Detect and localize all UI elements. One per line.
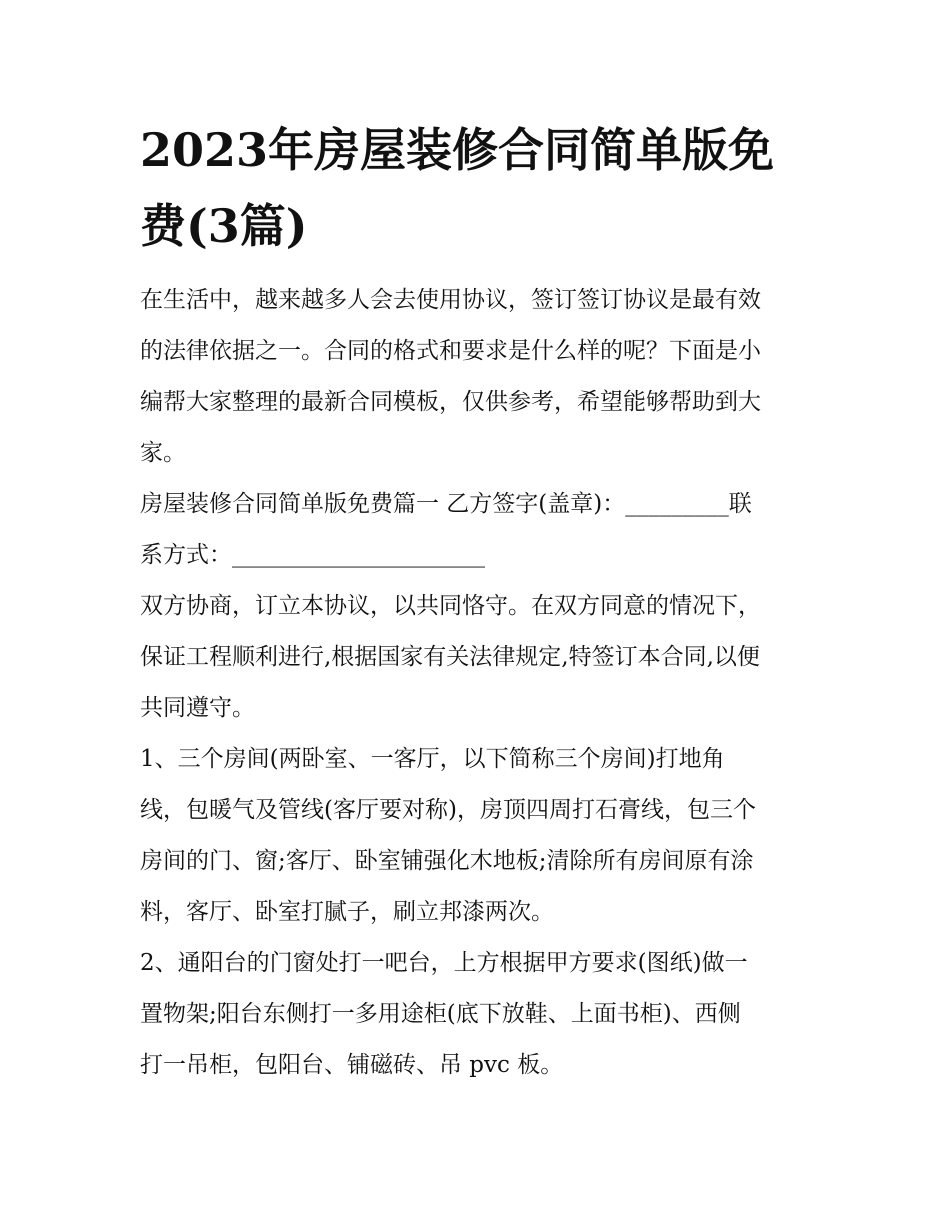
text-line: 房屋装修合同简单版免费篇一 乙方签字(盖章)：_________联 — [140, 491, 752, 517]
intro-paragraph — [140, 275, 815, 479]
text-line: 系方式：______________________ — [140, 542, 485, 568]
text-line: 打一吊柜，包阳台、铺磁砖、吊 pvc 板。 — [140, 1052, 564, 1078]
text-line: 双方协商，订立本协议，以共同恪守。在双方同意的情况下， — [140, 593, 761, 619]
section-heading-paragraph — [140, 479, 815, 581]
text-line: 1、三个房间(两卧室、一客厅，以下简称三个房间)打地角 — [140, 746, 725, 772]
clause-2-paragraph — [140, 938, 815, 1091]
title-line: 费(3篇) — [140, 199, 308, 253]
consultation-paragraph — [140, 581, 815, 734]
text-line: 线，包暖气及管线(客厅要对称)，房顶四周打石膏线，包三个 — [140, 797, 756, 823]
text-line: 保证工程顺利进行,根据国家有关法律规定,特签订本合同,以便 — [140, 644, 760, 670]
text-line: 的法律依据之一。合同的格式和要求是什么样的呢？下面是小 — [140, 338, 761, 364]
text-line: 2、通阳台的门窗处打一吧台，上方根据甲方要求(图纸)做一 — [140, 950, 748, 976]
text-line: 房间的门、窗;客厅、卧室铺强化木地板;清除所有房间原有涂 — [140, 848, 754, 874]
text-line: 置物架;阳台东侧打一多用途柜(底下放鞋、上面书柜)、西侧 — [140, 1001, 741, 1027]
clause-1-paragraph — [140, 734, 815, 938]
text-line: 编帮大家整理的最新合同模板，仅供参考，希望能够帮助到大 — [140, 389, 761, 415]
text-line: 共同遵守。 — [140, 695, 255, 721]
text-line: 在生活中，越来越多人会去使用协议，签订签订协议是最有效 — [140, 287, 761, 313]
document-title — [140, 112, 820, 264]
title-line: 2023年房屋装修合同简单版免 — [140, 123, 775, 177]
text-line: 料，客厅、卧室打腻子，刷立邦漆两次。 — [140, 899, 554, 925]
text-line: 家。 — [140, 440, 186, 466]
